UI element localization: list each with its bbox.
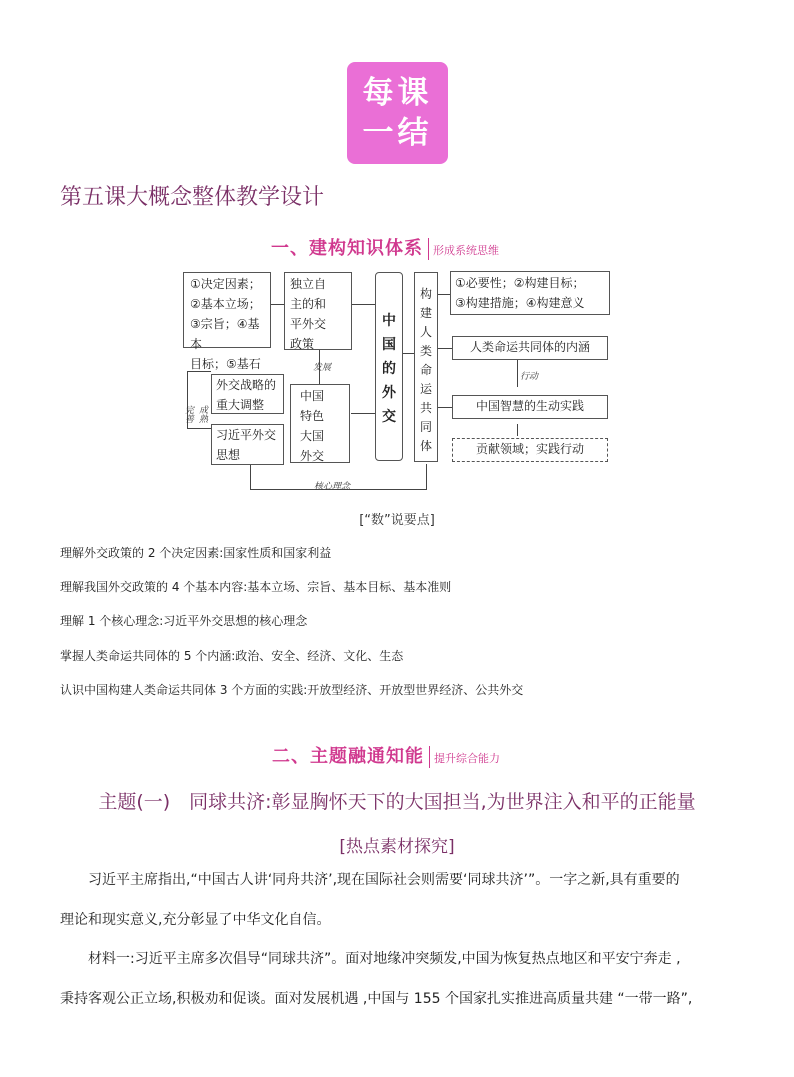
diplomacy-line: 特色: [300, 409, 325, 423]
key-point: 认识中国构建人类命运共同体 3 个方面的实践:开放型经济、开放型世界经济、公共外交: [60, 683, 524, 697]
paragraph-material-one: [60, 939, 740, 1019]
paragraph-line: 习近平主席指出,“中国古人讲‘同舟共济’,现在国际社会则需要‘同球共济’”。一字之新,具有重要的: [88, 872, 680, 888]
label-chengshu: 成熟: [197, 405, 207, 423]
connector-line: [402, 353, 414, 354]
connector-line: [517, 424, 518, 436]
connector-line: [351, 413, 375, 414]
badge-line-1: 每课: [362, 75, 433, 111]
key-point: 理解 1 个核心理念:习近平外交思想的核心理念: [60, 614, 308, 628]
section1-subtitle: 形成系统思维: [433, 244, 499, 257]
label-wanshan: 完善: [183, 405, 193, 423]
hot-material-heading: [热点素材探究]: [339, 837, 455, 857]
build-char: 人: [419, 325, 432, 339]
center-char: 国: [382, 337, 396, 353]
factor-line: 目标；⑤基石: [190, 357, 261, 371]
adjust-line: 外交战略的: [216, 378, 277, 392]
policy-line: 政策: [290, 337, 315, 351]
section2-heading: [272, 742, 500, 768]
strategy-adjustment-box: [211, 374, 284, 414]
build-char: 运: [419, 382, 432, 396]
policy-line: 主的和: [290, 297, 327, 311]
badge-line-2: 一结: [362, 115, 433, 151]
independent-peace-policy-box: [284, 272, 352, 350]
connector-line: [250, 465, 251, 489]
label-hexin: 核心理念: [314, 482, 351, 492]
paragraph-line: 材料一:习近平主席多次倡导“同球共济”。面对地缘冲突频发,中国为恢复热点地区和平安宁奔走 ,: [88, 951, 681, 967]
connector-line: [187, 428, 211, 429]
key-point: 理解我国外交政策的 4 个基本内容:基本立场、宗旨、基本目标、基本准则: [60, 580, 452, 594]
theme-heading: 主题(一) 同球共济:彰显胸怀天下的大国担当,为世界注入和平的正能量: [98, 791, 696, 813]
foreign-policy-factors-box: [183, 272, 271, 371]
section1-title: 一、建构知识体系: [271, 238, 423, 259]
factor-line: ②基本立场；: [190, 297, 261, 311]
connector-line: [436, 294, 450, 295]
aspect-line: ①必要性；②构建目标；: [455, 276, 585, 290]
connector-line: [436, 407, 452, 408]
policy-line: 独立自: [290, 277, 327, 291]
community-aspects-box: [450, 271, 610, 315]
key-point: 掌握人类命运共同体的 5 个内涵:政治、安全、经济、文化、生态: [60, 649, 404, 663]
section2-title: 二、主题融通知能: [272, 746, 424, 767]
section2-subtitle: 提升综合能力: [434, 752, 500, 765]
practice-text: 中国智慧的生动实践: [475, 399, 584, 413]
key-point: 理解外交政策的 2 个决定因素:国家性质和国家利益: [60, 546, 332, 560]
center-char: 交: [382, 409, 396, 425]
paragraph-intro: [60, 860, 740, 940]
major-country-diplomacy-box: [290, 384, 350, 463]
build-char: 同: [419, 420, 432, 434]
paragraph-line: 秉持客观公正立场,积极劝和促谈。面对发展机遇 ,中国与 155 个国家扎实推进高质量共建 “一带一路”,: [60, 991, 693, 1007]
build-community-column: [414, 272, 438, 462]
adjust-line: 重大调整: [216, 398, 265, 412]
xi-diplomatic-thought-box: [211, 424, 284, 465]
china-diplomacy-center-box: [375, 272, 403, 461]
center-char: 中: [382, 313, 396, 329]
connector-line: [436, 348, 452, 349]
section2-divider: [429, 746, 430, 768]
build-char: 构: [419, 287, 432, 301]
build-char: 命: [419, 363, 432, 377]
community-connotation-box: [452, 336, 608, 360]
diplomacy-line: 中国: [300, 389, 325, 403]
build-char: 共: [419, 401, 432, 415]
diplomacy-line: 大国: [300, 429, 325, 443]
section1-divider: [428, 238, 429, 260]
build-char: 建: [419, 306, 432, 320]
contribution-text: 贡献领域；实践行动: [475, 442, 584, 456]
connotation-text: 人类命运共同体的内涵: [469, 340, 590, 354]
center-char: 的: [382, 361, 396, 377]
connector-line: [351, 304, 375, 305]
label-fazhan: 发展: [313, 363, 332, 373]
connector-line: [517, 360, 518, 387]
thought-line: 习近平外交: [216, 428, 277, 442]
label-xingdong: 行动: [520, 372, 539, 382]
connector-line: [426, 464, 427, 490]
center-char: 外: [382, 385, 396, 401]
contribution-fields-box: [452, 438, 608, 462]
aspect-line: ③构建措施；④构建意义: [455, 296, 585, 310]
chinese-wisdom-practice-box: [452, 395, 608, 419]
lesson-summary-badge: [347, 62, 448, 164]
section1-heading: [271, 234, 499, 260]
knowledge-structure-diagram: [180, 268, 610, 496]
paragraph-line: 理论和现实意义,充分彰显了中华文化自信。: [60, 912, 331, 928]
build-char: 类: [419, 344, 432, 358]
document-title: 第五课大概念整体教学设计: [60, 185, 325, 210]
connector-line: [270, 304, 284, 305]
diplomacy-line: 外交: [300, 449, 325, 463]
key-points-caption: [“数”说要点]: [359, 513, 435, 528]
factor-line: ①决定因素；: [190, 277, 261, 291]
policy-line: 平外交: [290, 317, 327, 331]
factor-line: ③宗旨；④基本: [190, 317, 260, 351]
thought-line: 思想: [216, 448, 241, 462]
build-char: 体: [419, 439, 432, 453]
